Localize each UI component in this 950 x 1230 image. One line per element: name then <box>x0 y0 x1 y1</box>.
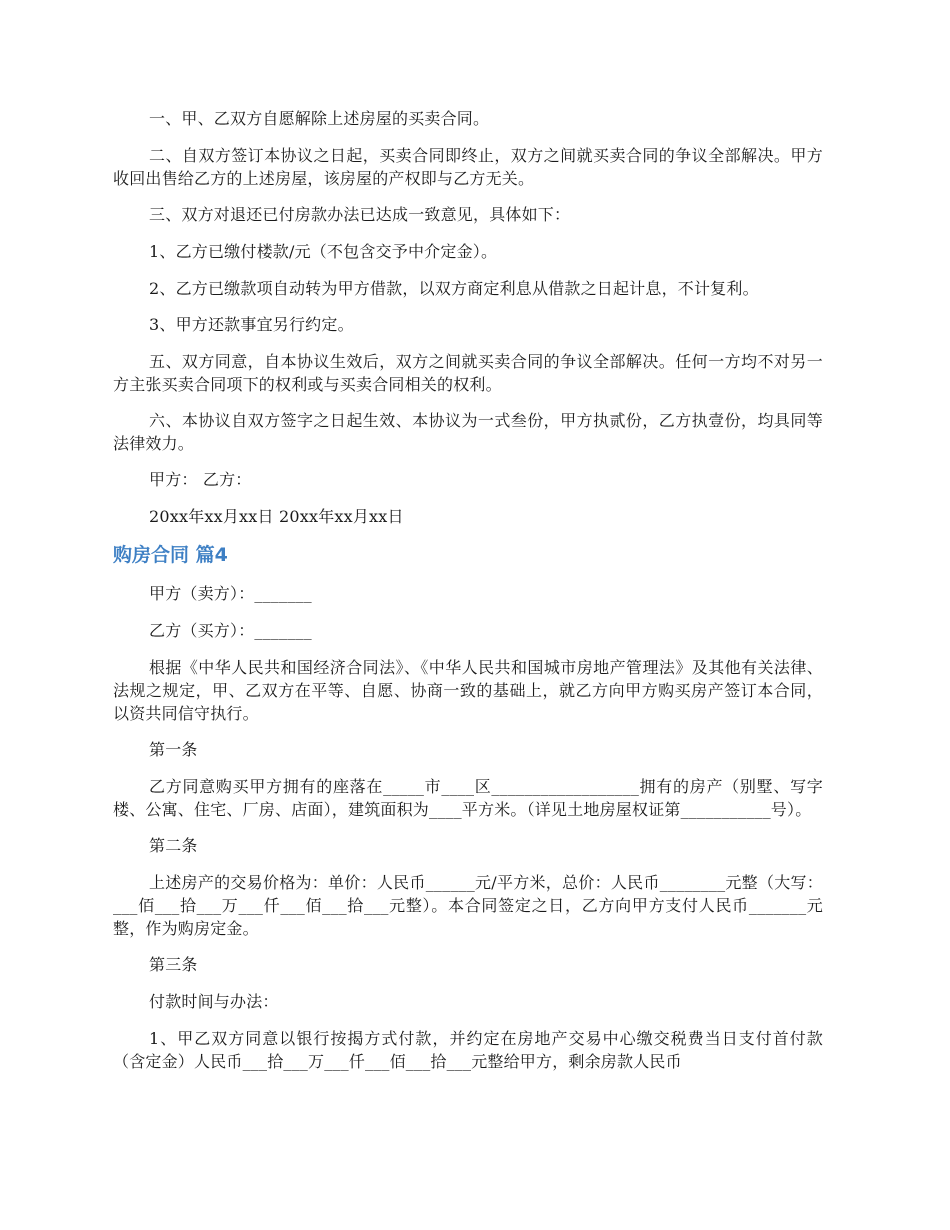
article-1-body: 乙方同意购买甲方拥有的座落在_____市____区__________________拥有的房产（别墅、写字楼、公寓、住宅、厂房、店面），建筑面积为____平方米。（详见土地房屋权证第___________号）。 <box>113 777 823 819</box>
signature-dates: 20xx年xx月xx日 20xx年xx月xx日 <box>149 507 404 526</box>
paragraph-5: 2、乙方已缴款项自动转为甲方借款，以双方商定利息从借款之日起计息，不计复利。 <box>149 279 759 298</box>
document-page <box>113 107 823 1086</box>
payment-method-title: 付款时间与办法： <box>149 992 279 1011</box>
paragraph-4: 1、乙方已缴付楼款/元（不包含交予中介定金）。 <box>149 242 498 261</box>
payment-clause-1: 1、甲乙双方同意以银行按揭方式付款，并约定在房地产交易中心缴交税费当日支付首付款（含定金）人民币___拾___万___仟___佰___拾___元整给甲方，剩余房款人民币 <box>113 1029 823 1071</box>
signature-parties: 甲方： 乙方： <box>149 470 252 489</box>
article-2-body: 上述房产的交易价格为：单价：人民币______元/平方米，总价：人民币________元整（大写：___佰___拾___万___仟___佰___拾___元整）。本合同签定之日，乙方向甲方支付人民币_______元整，作为购房定金。 <box>113 873 823 938</box>
article-1-title: 第一条 <box>149 740 198 759</box>
paragraph-1: 一、甲、乙双方自愿解除上述房屋的买卖合同。 <box>149 109 490 128</box>
party-a-line: 甲方（卖方）：_______ <box>149 584 312 603</box>
party-b-line: 乙方（买方）：_______ <box>149 621 312 640</box>
paragraph-7: 五、双方同意，自本协议生效后，双方之间就买卖合同的争议全部解决。任何一方均不对另一方主张买卖合同项下的权利或与买卖合同相关的权利。 <box>113 352 823 394</box>
paragraph-3: 三、双方对退还已付房款办法已达成一致意见，具体如下： <box>149 205 571 224</box>
article-3-title: 第三条 <box>149 955 198 974</box>
section-heading: 购房合同 篇4 <box>113 544 228 566</box>
paragraph-6: 3、甲方还款事宜另行约定。 <box>149 315 354 334</box>
paragraph-2: 二、自双方签订本协议之日起，买卖合同即终止，双方之间就买卖合同的争议全部解决。甲方收回出售给乙方的上述房屋，该房屋的产权即与乙方无关。 <box>113 146 823 188</box>
paragraph-8: 六、本协议自双方签字之日起生效、本协议为一式叁份，甲方执贰份，乙方执壹份，均具同等法律效力。 <box>113 411 823 453</box>
article-2-title: 第二条 <box>149 836 198 855</box>
preamble-paragraph: 根据《中华人民共和国经济合同法》、《中华人民共和国城市房地产管理法》及其他有关法律、法规之规定，甲、乙双方在平等、自愿、协商一致的基础上，就乙方向甲方购买房产签订本合同，以资共同信守执行。 <box>113 658 823 723</box>
